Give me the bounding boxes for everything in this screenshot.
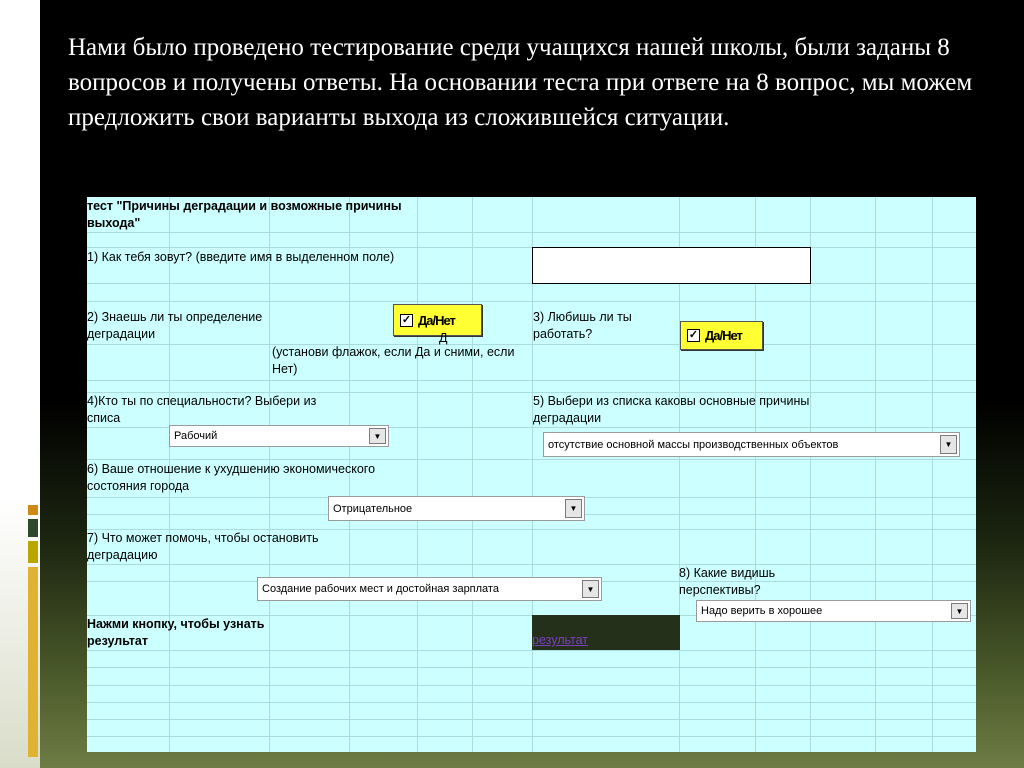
reasons-dropdown[interactable] <box>543 432 960 457</box>
dropdown-value: Рабочий <box>174 430 218 442</box>
question-7-label: 7) Что может помочь, чтобы остановить деградацию <box>87 531 319 562</box>
perspectives-dropdown[interactable] <box>696 600 971 622</box>
question-8-label: 8) Какие видишь перспективы? <box>679 566 776 597</box>
chevron-down-icon[interactable]: ▼ <box>940 435 957 454</box>
gridline <box>472 197 473 752</box>
gridline <box>87 344 976 345</box>
question-2-label: 2) Знаешь ли ты определение деградации <box>87 310 263 341</box>
q2-hint: (установи флажок, если Да и сними, если Нет) <box>272 345 515 376</box>
gridline <box>87 685 976 686</box>
press-button-label: Нажми кнопку, чтобы узнать результат <box>87 617 265 648</box>
deco-bar-orange <box>28 505 38 515</box>
deco-bar-olive <box>28 541 38 563</box>
gridline <box>87 702 976 703</box>
question-4-label: 4)Кто ты по специальности? Выбери из списа <box>87 394 317 425</box>
gridline <box>87 459 976 460</box>
deco-bar-dark-green <box>28 519 38 537</box>
gridline <box>87 380 976 381</box>
gridline <box>87 650 976 651</box>
gridline <box>875 197 876 752</box>
q2-answer-fragment: Д <box>439 331 448 345</box>
chevron-down-icon[interactable]: ▼ <box>951 603 968 619</box>
checkbox-label: Да/Нет <box>418 312 455 328</box>
gridline <box>87 232 976 233</box>
chevron-down-icon[interactable]: ▼ <box>369 428 386 444</box>
question-3-label: 3) Любишь ли ты работать? <box>533 310 632 341</box>
gridline <box>87 736 976 737</box>
dropdown-value: Создание рабочих мест и достойная зарплата <box>262 583 499 595</box>
dropdown-value: Отрицательное <box>333 502 413 515</box>
chevron-down-icon[interactable]: ▼ <box>582 580 599 598</box>
chevron-down-icon[interactable]: ▼ <box>565 499 582 518</box>
checkbox-check-icon: ✓ <box>401 313 412 326</box>
checkbox-check-icon: ✓ <box>688 329 699 341</box>
test-title: тест "Причины деградации и возможные причины выхода" <box>87 199 402 230</box>
dropdown-value: Надо верить в хорошее <box>701 605 823 617</box>
gridline <box>87 564 976 565</box>
gridline <box>932 197 933 752</box>
deco-bar-gold <box>28 567 38 757</box>
question-1-label: 1) Как тебя зовут? (введите имя в выделенном поле) <box>87 250 395 264</box>
checkbox-label: Да/Нет <box>705 328 742 343</box>
question-6-label: 6) Ваше отношение к ухудшению экономического состояния города <box>87 462 376 493</box>
intro-paragraph: Нами было проведено тестирование среди учащихся нашей школы, были заданы 8 вопросов и получены ответы. На основании теста при ответе на 8 вопрос, мы можем предложить свои варианты выхода из сложившейся ситуации. <box>68 34 973 131</box>
q2-yes-no-checkbox[interactable] <box>393 304 482 336</box>
gridline <box>87 667 976 668</box>
help-dropdown[interactable] <box>257 577 602 601</box>
dropdown-value: отсутствие основной массы производственных объектов <box>548 438 839 451</box>
gridline <box>87 719 976 720</box>
specialty-dropdown[interactable] <box>169 425 389 447</box>
attitude-dropdown[interactable] <box>328 496 585 521</box>
gridline <box>87 301 976 302</box>
q3-yes-no-checkbox[interactable] <box>680 321 763 350</box>
name-input[interactable] <box>532 247 811 284</box>
result-link[interactable]: результат <box>532 633 589 647</box>
spreadsheet <box>87 197 976 752</box>
question-5-label: 5) Выбери из списка каковы основные причины деградации <box>533 394 810 425</box>
